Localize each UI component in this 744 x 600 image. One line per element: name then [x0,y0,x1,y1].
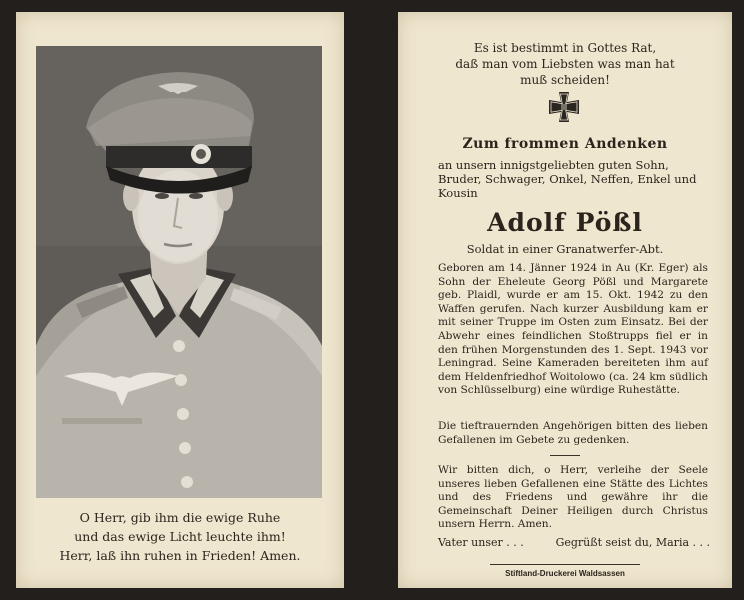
closing-prayers-line [438,536,710,549]
verse-line-2: und das ewige Licht leuchte ihm! [74,529,286,544]
motto-line-1: Es ist bestimmt in Gottes Rat, [473,41,657,55]
verse-line-1: O Herr, gib ihm die ewige Ruhe [79,510,281,525]
section-divider [550,455,580,456]
motto-verse [398,40,732,88]
memorial-card-right [398,12,732,588]
motto-line-3: muß scheiden! [520,73,610,87]
portrait-drawing [36,46,322,498]
deceased-rank: Soldat in einer Granatwerfer-Abt. [466,242,664,256]
deceased-name: Adolf Pößl [487,208,643,237]
memorial-card-left [16,12,344,588]
motto-line-2: daß man vom Liebsten was man hat [455,57,675,71]
soldier-portrait-photo [36,46,322,498]
card-heading: Zum frommen Andenken [462,136,668,152]
verse-line-3: Herr, laß ihn ruhen in Frieden! Amen. [59,548,301,563]
prayer-verse-left [16,508,344,565]
mourners-request: Die tieftrauernden Angehörigen bitten des lieben Gefallenen im Gebete zu gedenken. [438,420,708,446]
closing-hail-mary: Gegrüßt seist du, Maria . . . [555,536,710,549]
biography-text: Geboren am 14. Jänner 1924 in Au (Kr. Eger) als Sohn der Eheleute Georg Pößl und Margarete geb. Plaidl, wurde er am 15. Okt. 1942 zu den Waffen gerufen. Nach kurzer Ausbildung kam er mit seiner Truppe im Osten zum Einsatz. Bei der Abwehr eines feindlichen Stoßtrupps fiel er in den frühen Morgenstunden des 1. Sept. 1943 vor Leningrad. Seine Kameraden bereiteten ihm auf dem Heldenfriedhof Woitolowo (ca. 24 km südlich von Schlüsselburg) eine würdige Ruhestätte. [438,262,708,397]
iron-cross-icon [547,90,581,124]
closing-our-father: Vater unser . . . [438,536,524,549]
printer-imprint: Stiftland-Druckerei Waldsassen [505,569,625,578]
printer-rule [490,564,640,565]
closing-prayer: Wir bitten dich, o Herr, verleihe der Seele unseres lieben Gefallenen eine Stätte des Lichtes und des Friedens und gewähre ihr die Gemeinschaft Deiner Heiligen durch Christus unsern Herrn. Amen. [438,464,708,531]
dedication-intro: an unsern innigstgeliebten guten Sohn, Bruder, Schwager, Onkel, Neffen, Enkel und Kousin [438,158,697,200]
